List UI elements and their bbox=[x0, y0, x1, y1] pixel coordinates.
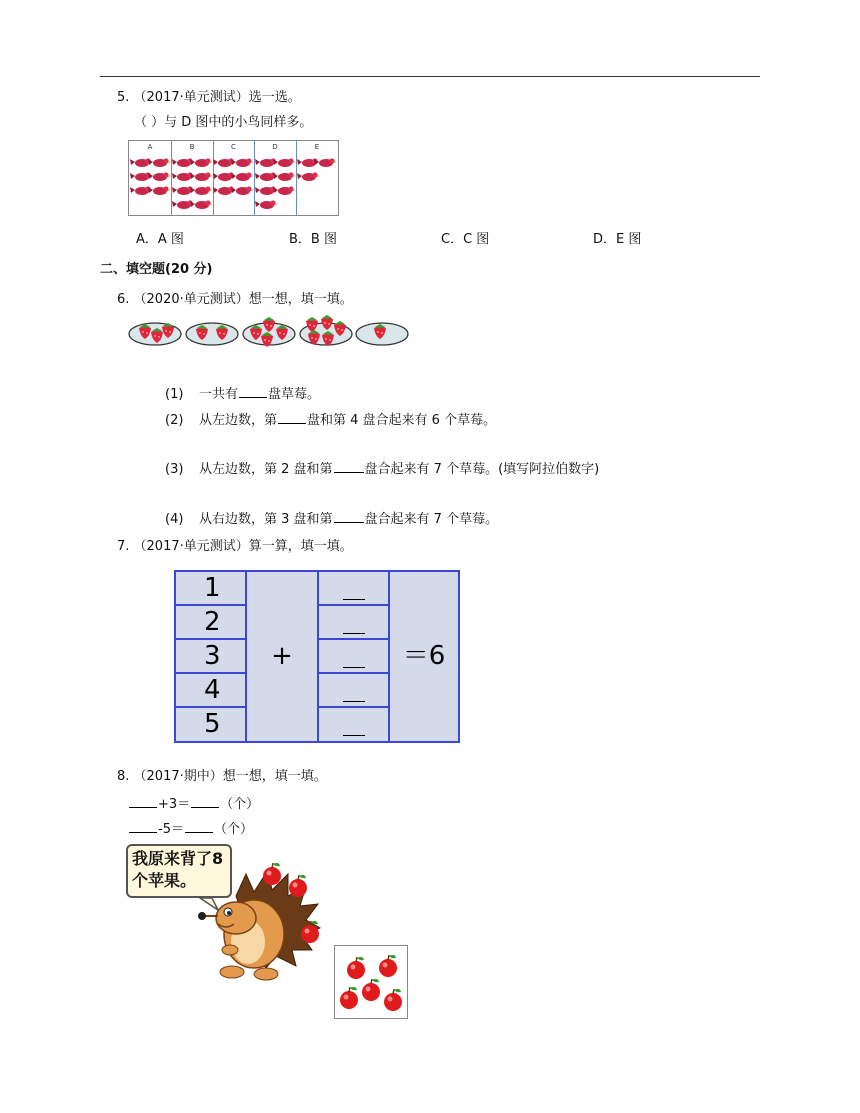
answer-cell-4[interactable] bbox=[319, 674, 390, 708]
answer-blank-3[interactable] bbox=[343, 667, 365, 668]
result-cell: ＝6 bbox=[402, 641, 446, 671]
bird-header-a: A bbox=[147, 143, 153, 151]
q6-item-1-text-after: 盘草莓。 bbox=[268, 387, 321, 402]
q6-item-2 bbox=[165, 409, 496, 428]
q6-item-4-text-after: 盘合起来有 7 个草莓。 bbox=[364, 512, 499, 527]
number-cell-1: 1 bbox=[176, 572, 247, 606]
bird-header-d: D bbox=[272, 143, 278, 151]
q8-line-2 bbox=[128, 818, 253, 837]
q6-item-3-text-before: 从左边数，第 2 盘和第 bbox=[199, 462, 333, 477]
bird-header-c: C bbox=[231, 143, 236, 151]
answer-cell-1[interactable] bbox=[319, 572, 390, 606]
q6-item-1-text-before: 一共有 bbox=[199, 387, 239, 402]
apple-box bbox=[334, 945, 408, 1019]
q6-item-1 bbox=[165, 383, 320, 402]
answer-cell-3[interactable] bbox=[319, 640, 390, 674]
q6-item-2-blank[interactable] bbox=[278, 411, 306, 424]
q6-item-4-text-before: 从右边数，第 3 盘和第 bbox=[199, 512, 333, 527]
q5-option-a[interactable]: A．A 图 bbox=[136, 232, 184, 247]
q6-item-3-text-after: 盘合起来有 7 个草莓。(填写阿拉伯数字) bbox=[364, 462, 600, 477]
q6-item-3-blank[interactable] bbox=[334, 460, 364, 473]
bird-figure bbox=[128, 140, 339, 216]
q6-item-2-number: (2) bbox=[165, 413, 184, 428]
section-title: 二、填空题(20 分) bbox=[100, 262, 213, 277]
q6-item-2-text-after: 盘和第 4 盘合起来有 6 个草莓。 bbox=[307, 413, 497, 428]
q8-line2-operator: -5＝ bbox=[158, 822, 184, 837]
q8-line1-blank-b[interactable] bbox=[191, 795, 219, 808]
answer-cell-5[interactable] bbox=[319, 708, 390, 741]
bird-header-e: E bbox=[314, 143, 320, 151]
q8-line2-blank-a[interactable] bbox=[129, 820, 157, 833]
addition-table bbox=[174, 570, 460, 743]
apples-in-box bbox=[335, 946, 407, 1018]
answer-blank-1[interactable] bbox=[343, 599, 365, 600]
answer-cell-2[interactable] bbox=[319, 606, 390, 640]
hedgehog-illustration bbox=[196, 856, 331, 986]
q8-line-1 bbox=[128, 793, 259, 812]
q6-stem: 6. （2020·单元测试）想一想，填一填。 bbox=[117, 292, 353, 307]
q5-option-b[interactable]: B．B 图 bbox=[289, 232, 337, 247]
birds-illustration bbox=[129, 141, 338, 215]
q6-item-1-number: (1) bbox=[165, 387, 184, 402]
number-cell-3: 3 bbox=[176, 640, 247, 674]
q6-item-2-text-before: 从左边数，第 bbox=[199, 413, 278, 428]
q8-stem: 8. （2017·期中）想一想，填一填。 bbox=[117, 769, 327, 784]
bird-header-b: B bbox=[189, 143, 195, 151]
speech-line-1: 我原来背了8 bbox=[132, 849, 224, 868]
q8-line1-operator: +3＝ bbox=[158, 797, 191, 812]
number-cell-2: 2 bbox=[176, 606, 247, 640]
q5-stem: 5. （2017·单元测试）选一选。 bbox=[117, 90, 301, 105]
plus-sign: + bbox=[247, 572, 319, 741]
q6-item-4-blank[interactable] bbox=[334, 510, 364, 523]
q6-item-3-number: (3) bbox=[165, 462, 184, 477]
q5-prompt: （ ）与 D 图中的小鸟同样多。 bbox=[134, 115, 313, 130]
q6-item-3 bbox=[165, 458, 599, 477]
q5-option-c[interactable]: C．C 图 bbox=[441, 232, 490, 247]
header-rule bbox=[100, 76, 760, 77]
speech-line-2: 个苹果。 bbox=[132, 871, 197, 890]
answer-blank-4[interactable] bbox=[343, 701, 365, 702]
q7-stem: 7. （2017·单元测试）算一算，填一填。 bbox=[117, 539, 353, 554]
number-cell-5: 5 bbox=[176, 708, 247, 741]
number-cell-4: 4 bbox=[176, 674, 247, 708]
q8-line1-blank-a[interactable] bbox=[129, 795, 157, 808]
q6-item-1-blank[interactable] bbox=[239, 385, 267, 398]
q8-line2-unit: （个） bbox=[213, 822, 253, 837]
q5-option-d[interactable]: D．E 图 bbox=[593, 232, 642, 247]
q8-line1-unit: （个） bbox=[220, 797, 260, 812]
strawberry-plates bbox=[128, 312, 410, 350]
answer-blank-2[interactable] bbox=[343, 633, 365, 634]
q8-line2-blank-b[interactable] bbox=[185, 820, 213, 833]
answer-blank-5[interactable] bbox=[343, 735, 365, 736]
q6-item-4 bbox=[165, 508, 498, 527]
q6-item-4-number: (4) bbox=[165, 512, 184, 527]
